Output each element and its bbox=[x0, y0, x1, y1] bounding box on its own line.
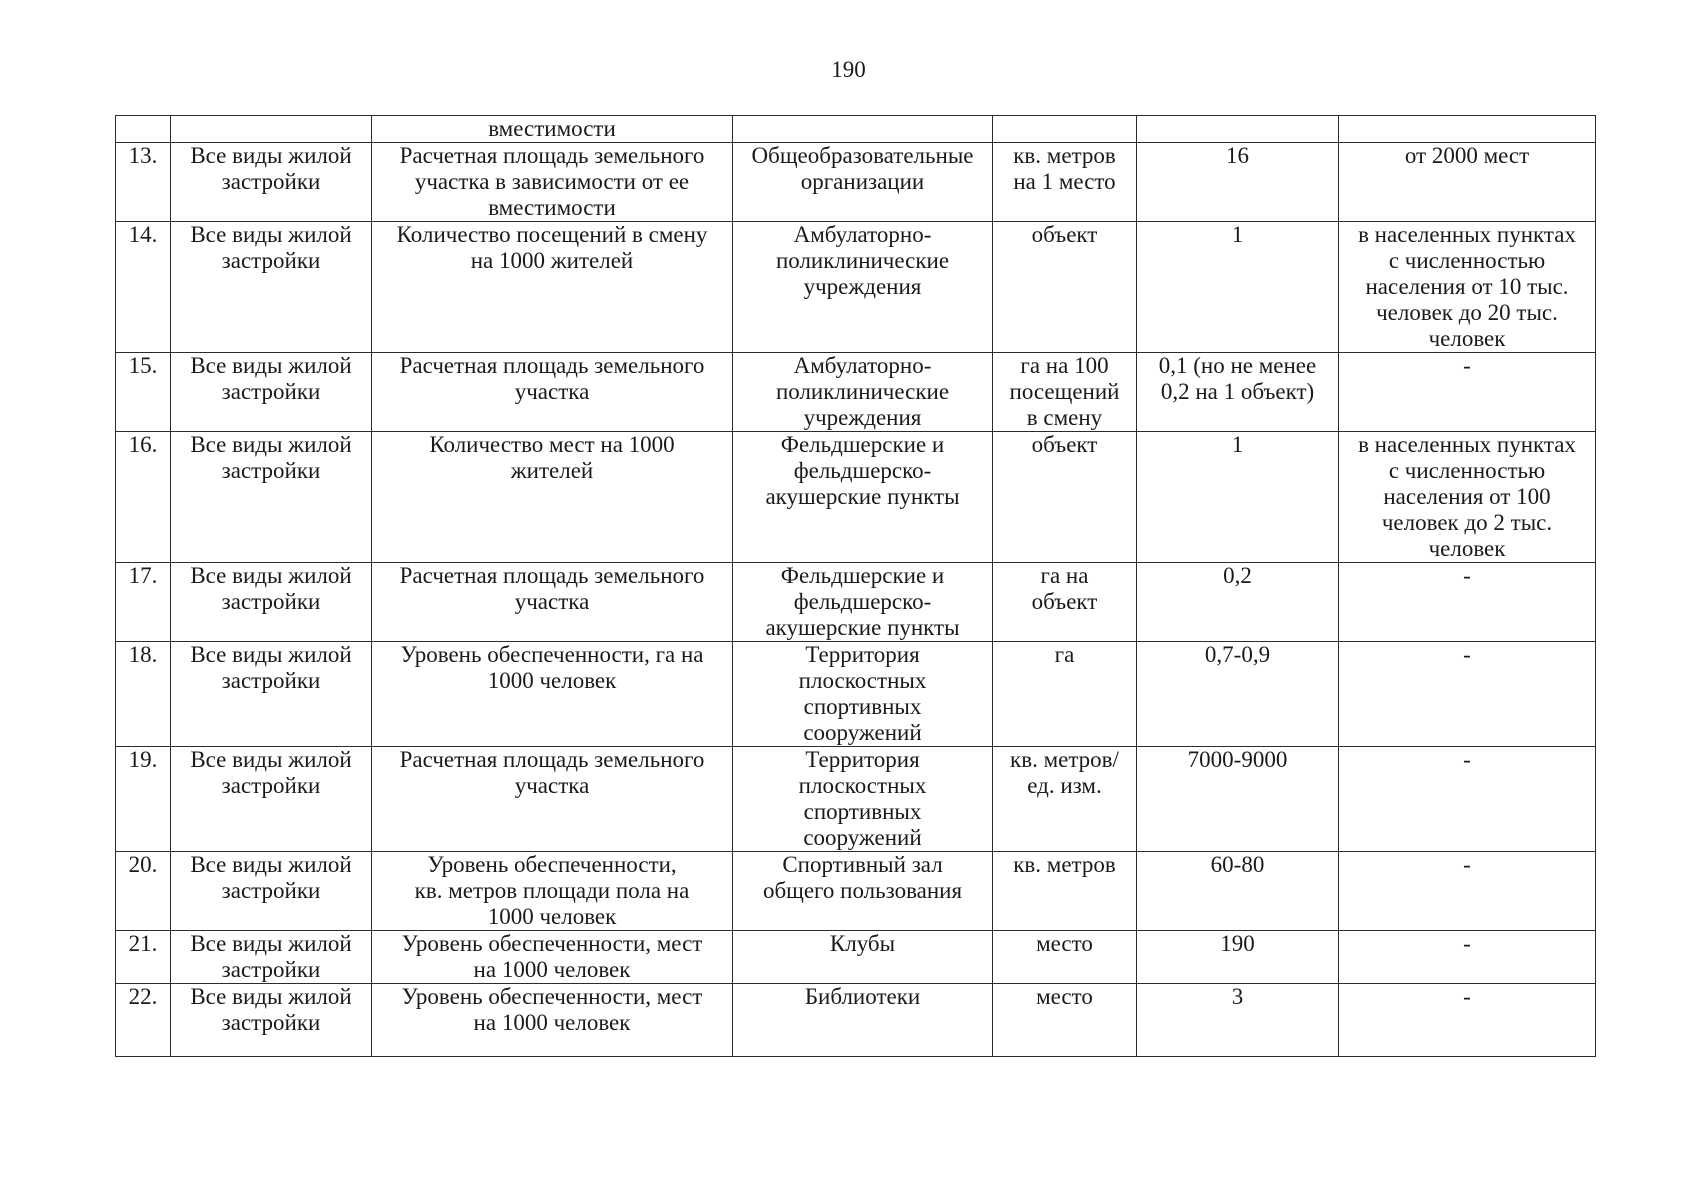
cell-number: 22. bbox=[116, 984, 171, 1057]
table-row bbox=[116, 353, 1596, 432]
cell-unit: кв. метров на 1 место bbox=[993, 143, 1137, 222]
cell-number: 20. bbox=[116, 852, 171, 931]
cell-unit: объект bbox=[993, 432, 1137, 563]
cell-note: - bbox=[1339, 852, 1596, 931]
cell-object: Фельдшерские и фельдшерско- акушерские пункты bbox=[733, 432, 993, 563]
cell-unit: кв. метров/ ед. изм. bbox=[993, 747, 1137, 852]
cell-value: 0,7-0,9 bbox=[1137, 642, 1339, 747]
cell-note bbox=[1339, 116, 1596, 143]
cell-object: Территория плоскостных спортивных сооружений bbox=[733, 642, 993, 747]
table-row bbox=[116, 747, 1596, 852]
cell-unit bbox=[993, 116, 1137, 143]
cell-unit: место bbox=[993, 931, 1137, 984]
cell-note: - bbox=[1339, 984, 1596, 1057]
cell-indicator: Количество посещений в смену на 1000 жителей bbox=[372, 222, 733, 353]
cell-note: - bbox=[1339, 931, 1596, 984]
table-row bbox=[116, 984, 1596, 1057]
cell-value: 60-80 bbox=[1137, 852, 1339, 931]
cell-value: 7000-9000 bbox=[1137, 747, 1339, 852]
cell-zone: Все виды жилой застройки bbox=[171, 432, 372, 563]
cell-indicator: Расчетная площадь земельного участка bbox=[372, 353, 733, 432]
cell-object: Общеобразовательные организации bbox=[733, 143, 993, 222]
table-row bbox=[116, 931, 1596, 984]
cell-indicator: Расчетная площадь земельного участка в зависимости от ее вместимости bbox=[372, 143, 733, 222]
cell-value: 16 bbox=[1137, 143, 1339, 222]
cell-object: Амбулаторно- поликлинические учреждения bbox=[733, 222, 993, 353]
cell-note: - bbox=[1339, 747, 1596, 852]
cell-number: 15. bbox=[116, 353, 171, 432]
cell-number: 18. bbox=[116, 642, 171, 747]
cell-object: Спортивный зал общего пользования bbox=[733, 852, 993, 931]
cell-number bbox=[116, 116, 171, 143]
cell-note: - bbox=[1339, 563, 1596, 642]
cell-value: 3 bbox=[1137, 984, 1339, 1057]
cell-unit: га на объект bbox=[993, 563, 1137, 642]
cell-zone: Все виды жилой застройки bbox=[171, 353, 372, 432]
cell-note: - bbox=[1339, 642, 1596, 747]
cell-unit: объект bbox=[993, 222, 1137, 353]
table-row bbox=[116, 563, 1596, 642]
cell-number: 21. bbox=[116, 931, 171, 984]
cell-indicator: Количество мест на 1000 жителей bbox=[372, 432, 733, 563]
cell-zone: Все виды жилой застройки bbox=[171, 747, 372, 852]
cell-value: 190 bbox=[1137, 931, 1339, 984]
cell-zone: Все виды жилой застройки bbox=[171, 852, 372, 931]
cell-object: Территория плоскостных спортивных сооружений bbox=[733, 747, 993, 852]
cell-note: в населенных пунктах с численностью населения от 100 человек до 2 тыс. человек bbox=[1339, 432, 1596, 563]
cell-value: 0,1 (но не менее 0,2 на 1 объект) bbox=[1137, 353, 1339, 432]
cell-indicator: Расчетная площадь земельного участка bbox=[372, 563, 733, 642]
table-row bbox=[116, 143, 1596, 222]
cell-unit: га bbox=[993, 642, 1137, 747]
table-row bbox=[116, 642, 1596, 747]
cell-zone bbox=[171, 116, 372, 143]
cell-number: 16. bbox=[116, 432, 171, 563]
cell-indicator: вместимости bbox=[372, 116, 733, 143]
cell-indicator: Уровень обеспеченности, кв. метров площади пола на 1000 человек bbox=[372, 852, 733, 931]
cell-note: от 2000 мест bbox=[1339, 143, 1596, 222]
cell-indicator: Расчетная площадь земельного участка bbox=[372, 747, 733, 852]
cell-zone: Все виды жилой застройки bbox=[171, 642, 372, 747]
cell-indicator: Уровень обеспеченности, мест на 1000 человек bbox=[372, 984, 733, 1057]
cell-indicator: Уровень обеспеченности, га на 1000 человек bbox=[372, 642, 733, 747]
cell-value: 1 bbox=[1137, 222, 1339, 353]
cell-zone: Все виды жилой застройки bbox=[171, 931, 372, 984]
cell-object: Библиотеки bbox=[733, 984, 993, 1057]
cell-value bbox=[1137, 116, 1339, 143]
cell-number: 13. bbox=[116, 143, 171, 222]
cell-number: 19. bbox=[116, 747, 171, 852]
cell-indicator: Уровень обеспеченности, мест на 1000 человек bbox=[372, 931, 733, 984]
norms-table bbox=[115, 115, 1596, 1057]
cell-object: Фельдшерские и фельдшерско- акушерские пункты bbox=[733, 563, 993, 642]
cell-number: 17. bbox=[116, 563, 171, 642]
cell-note: - bbox=[1339, 353, 1596, 432]
cell-note: в населенных пунктах с численностью населения от 10 тыс. человек до 20 тыс. человек bbox=[1339, 222, 1596, 353]
cell-unit: место bbox=[993, 984, 1137, 1057]
cell-value: 1 bbox=[1137, 432, 1339, 563]
table-row bbox=[116, 222, 1596, 353]
cell-zone: Все виды жилой застройки bbox=[171, 563, 372, 642]
cell-value: 0,2 bbox=[1137, 563, 1339, 642]
cell-object: Амбулаторно- поликлинические учреждения bbox=[733, 353, 993, 432]
cell-object bbox=[733, 116, 993, 143]
cell-unit: га на 100 посещений в смену bbox=[993, 353, 1137, 432]
cell-unit: кв. метров bbox=[993, 852, 1137, 931]
cell-zone: Все виды жилой застройки bbox=[171, 143, 372, 222]
table-row bbox=[116, 852, 1596, 931]
cell-object: Клубы bbox=[733, 931, 993, 984]
cell-zone: Все виды жилой застройки bbox=[171, 984, 372, 1057]
page-number: 190 bbox=[831, 57, 866, 82]
cell-zone: Все виды жилой застройки bbox=[171, 222, 372, 353]
cell-number: 14. bbox=[116, 222, 171, 353]
table-row-continuation bbox=[116, 116, 1596, 143]
table-row bbox=[116, 432, 1596, 563]
